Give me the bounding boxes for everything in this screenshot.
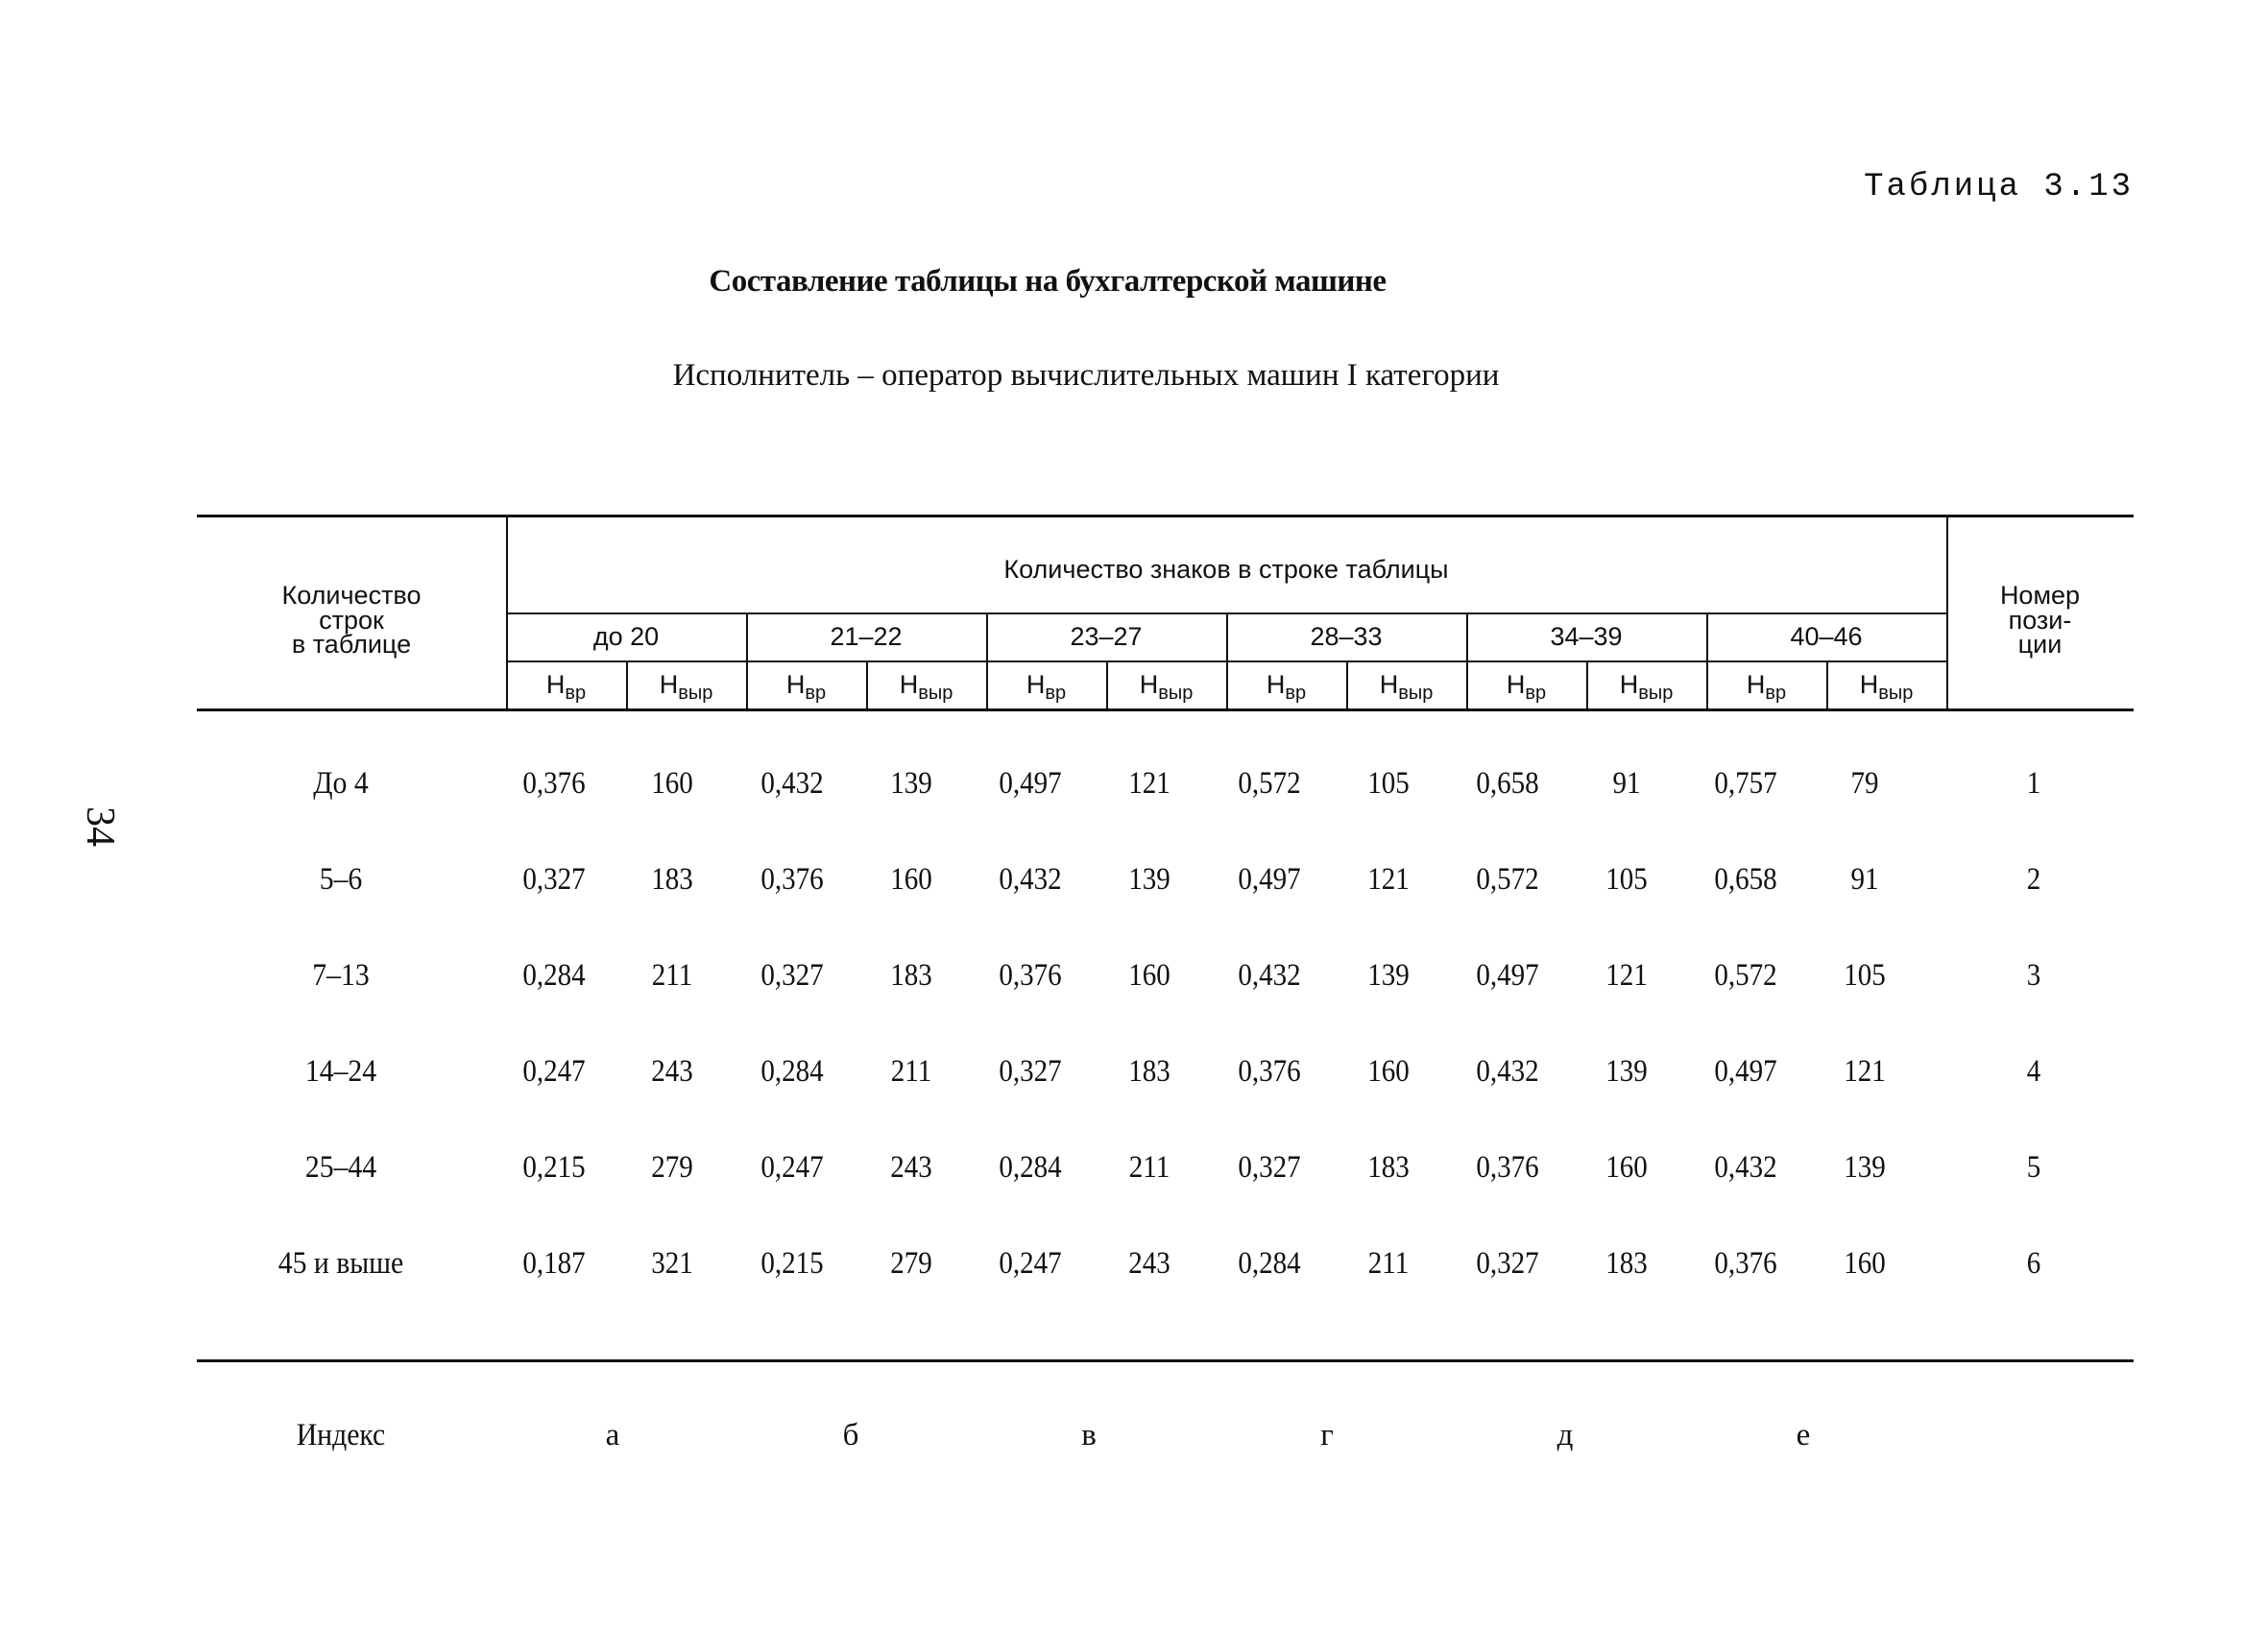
position-header: [1946, 581, 2134, 660]
time-norm-subscript: вр: [1045, 683, 1067, 704]
time-norm-subscript: вр: [565, 683, 587, 704]
document-subtitle: Исполнитель – оператор вычислительных машин I категории: [672, 358, 1500, 393]
range-header: 28–33: [1310, 622, 1383, 651]
time-norm-subscript: вр: [1765, 683, 1787, 704]
table-cell: 0,497: [999, 766, 1062, 801]
table-cell: 0,284: [522, 958, 586, 993]
table-cell: 139: [1605, 1054, 1648, 1089]
output-norm-header: $Н_{выр}$: [899, 670, 953, 704]
output-norm-header: $Н_{выр}$: [1139, 670, 1194, 704]
output-norm-header: $Н_{выр}$: [659, 670, 713, 704]
position-number: 2: [2026, 862, 2041, 897]
table-cell: 91: [1612, 766, 1641, 801]
output-norm-subscript: выр: [1638, 683, 1674, 704]
range-header: 40–46: [1790, 622, 1863, 651]
table-cell: 121: [1367, 862, 1410, 897]
table-cell: 183: [651, 862, 693, 897]
table-cell: 105: [1605, 862, 1648, 897]
group-header: Количество знаков в строке таблицы: [1003, 555, 1449, 584]
table-cell: 0,497: [1476, 958, 1539, 993]
index-letter: е: [1796, 1418, 1811, 1453]
output-norm-header: $Н_{выр}$: [1619, 670, 1674, 704]
output-norm-header: $Н_{выр}$: [1379, 670, 1434, 704]
output-norm-subscript: выр: [1878, 683, 1914, 704]
table-cell: 183: [1128, 1054, 1170, 1089]
time-norm-header: $Н_{вр}$: [1506, 670, 1547, 704]
table-cell: 321: [651, 1246, 693, 1281]
table-cell: 0,376: [760, 862, 824, 897]
index-letter: б: [842, 1418, 859, 1453]
table-cell: 243: [651, 1054, 693, 1089]
table-cell: 79: [1850, 766, 1879, 801]
range-header: 34–39: [1550, 622, 1623, 651]
table-cell: 0,247: [760, 1150, 824, 1185]
table-cell: 0,327: [999, 1054, 1062, 1089]
index-letter: д: [1556, 1418, 1574, 1453]
index-label: Индекс: [296, 1418, 386, 1453]
table-top-rule: [197, 515, 2134, 517]
table-cell: 160: [651, 766, 693, 801]
table-cell: 0,327: [1476, 1246, 1539, 1281]
row-label: 14–24: [304, 1054, 377, 1089]
table-cell: 183: [1367, 1150, 1410, 1185]
table-cell: 0,432: [1238, 958, 1301, 993]
range-header: до 20: [592, 622, 660, 651]
row-label: 5–6: [319, 862, 363, 897]
index-letter: г: [1320, 1418, 1334, 1453]
table-cell: 0,284: [999, 1150, 1062, 1185]
row-count-header-line: Количество: [281, 581, 422, 610]
row-label: 7–13: [312, 958, 370, 993]
table-bottom-rule: [197, 1359, 2134, 1362]
table-caption: Таблица 3.13: [1864, 169, 2134, 205]
table-cell: 0,497: [1714, 1054, 1777, 1089]
table-cell: 0,327: [522, 862, 586, 897]
document-title: Составление таблицы на бухгалтерской машине: [709, 264, 1387, 299]
position-number: 1: [2026, 766, 2041, 801]
position-header-line: Номер: [1999, 581, 2081, 610]
table-cell: 0,327: [1238, 1150, 1301, 1185]
table-cell: 121: [1605, 958, 1648, 993]
table-cell: 0,658: [1714, 862, 1777, 897]
time-norm-subscript: вр: [1525, 683, 1547, 704]
table-cell: 0,376: [522, 766, 586, 801]
table-cell: 160: [1605, 1150, 1648, 1185]
table-cell: 139: [1367, 958, 1410, 993]
time-norm-header: $Н_{вр}$: [545, 670, 587, 704]
table-cell: 0,376: [1238, 1054, 1301, 1089]
table-cell: 211: [1128, 1150, 1170, 1185]
page-number: 34: [78, 806, 122, 847]
table-cell: 0,247: [522, 1054, 586, 1089]
table-cell: 0,247: [999, 1246, 1062, 1281]
table-cell: 243: [1128, 1246, 1170, 1281]
table-cell: 0,284: [1238, 1246, 1301, 1281]
time-norm-subscript: вр: [1285, 683, 1307, 704]
table-cell: 0,215: [522, 1150, 586, 1185]
time-norm-header: $Н_{вр}$: [1746, 670, 1787, 704]
table-cell: 0,432: [1714, 1150, 1777, 1185]
table-cell: 0,327: [760, 958, 824, 993]
range-header: 23–27: [1070, 622, 1143, 651]
output-norm-header: $Н_{выр}$: [1859, 670, 1914, 704]
table-cell: 0,376: [1476, 1150, 1539, 1185]
table-cell: 279: [651, 1150, 693, 1185]
table-cell: 0,432: [999, 862, 1062, 897]
position-header-line: ции: [2017, 630, 2063, 660]
table-cell: 0,215: [760, 1246, 824, 1281]
table-cell: 211: [890, 1054, 932, 1089]
time-norm-header: $Н_{вр}$: [785, 670, 827, 704]
header-bottom-rule: [197, 708, 2134, 711]
table-cell: 121: [1128, 766, 1170, 801]
index-letter: а: [605, 1418, 620, 1453]
table-cell: 160: [1367, 1054, 1410, 1089]
output-norm-subscript: выр: [1398, 683, 1434, 704]
table-cell: 160: [890, 862, 932, 897]
output-norm-subscript: выр: [678, 683, 713, 704]
position-header-line: пози-: [2008, 605, 2072, 635]
table-cell: 0,497: [1238, 862, 1301, 897]
table-cell: 0,432: [1476, 1054, 1539, 1089]
row-label: 45 и выше: [277, 1246, 404, 1281]
table-cell: 105: [1844, 958, 1886, 993]
position-number: 5: [2026, 1150, 2041, 1185]
row-count-header-line: строк: [319, 605, 384, 635]
time-norm-header: $Н_{вр}$: [1025, 670, 1067, 704]
range-header: 21–22: [830, 622, 903, 651]
table-cell: 139: [1844, 1150, 1886, 1185]
position-number: 6: [2026, 1246, 2041, 1281]
table-cell: 0,376: [1714, 1246, 1777, 1281]
row-count-header-line: в таблице: [291, 630, 412, 660]
table-cell: 105: [1367, 766, 1410, 801]
table-cell: 0,376: [999, 958, 1062, 993]
index-letter: в: [1081, 1418, 1097, 1453]
row-label: 25–44: [304, 1150, 377, 1185]
table-cell: 0,757: [1714, 766, 1777, 801]
output-norm-subscript: выр: [1158, 683, 1194, 704]
table-cell: 183: [890, 958, 932, 993]
table-cell: 91: [1850, 862, 1879, 897]
table-cell: 0,187: [522, 1246, 586, 1281]
output-norm-subscript: выр: [918, 683, 953, 704]
table-cell: 0,572: [1714, 958, 1777, 993]
table-cell: 0,284: [760, 1054, 824, 1089]
table-cell: 243: [890, 1150, 932, 1185]
table-cell: 139: [1128, 862, 1170, 897]
position-number: 4: [2026, 1054, 2041, 1089]
table-cell: 0,572: [1238, 766, 1301, 801]
time-norm-header: $Н_{вр}$: [1266, 670, 1307, 704]
table-cell: 160: [1844, 1246, 1886, 1281]
row-label: До 4: [313, 766, 369, 801]
row-count-header: [197, 581, 506, 660]
table-cell: 0,432: [760, 766, 824, 801]
table-cell: 139: [890, 766, 932, 801]
table-cell: 0,658: [1476, 766, 1539, 801]
table-cell: 211: [1367, 1246, 1410, 1281]
table-cell: 279: [890, 1246, 932, 1281]
table-cell: 0,572: [1476, 862, 1539, 897]
table-cell: 121: [1844, 1054, 1886, 1089]
table-cell: 211: [651, 958, 693, 993]
table-cell: 160: [1128, 958, 1170, 993]
table-cell: 183: [1605, 1246, 1648, 1281]
time-norm-subscript: вр: [805, 683, 827, 704]
position-number: 3: [2026, 958, 2041, 993]
